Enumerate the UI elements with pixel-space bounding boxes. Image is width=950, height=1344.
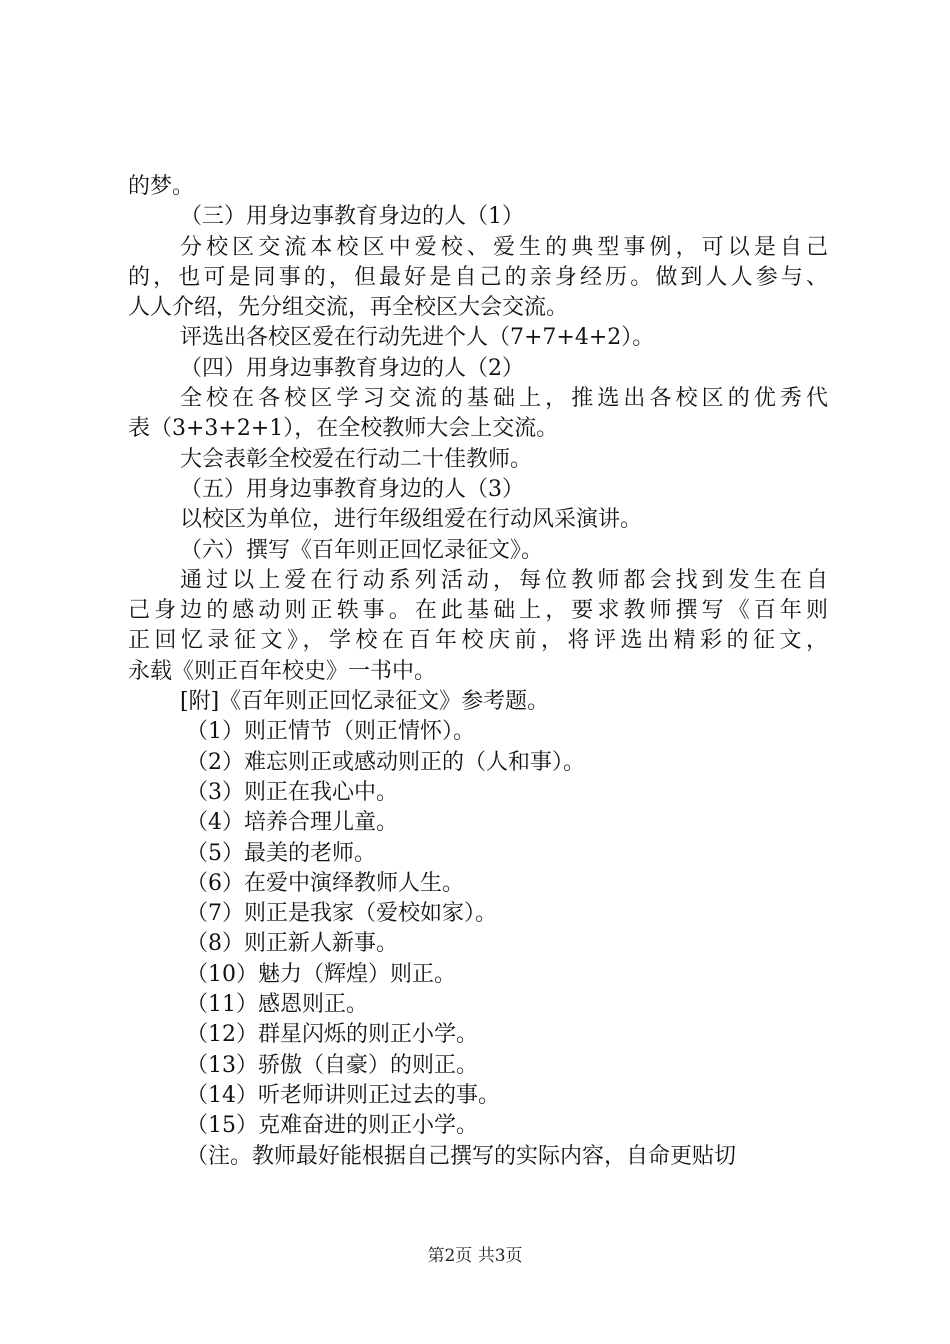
list-item: （15）克难奋进的则正小学。 (186, 1113, 478, 1139)
list-item: （5）最美的老师。 (186, 840, 376, 866)
document-body (128, 172, 828, 1172)
list-item: （4）培养合理儿童。 (186, 810, 398, 836)
section-heading: （五）用身边事教育身边的人（3） (180, 476, 524, 502)
list-item: （6）在爱中演绎教师人生。 (186, 870, 464, 896)
list-item: （3）则正在我心中。 (186, 779, 398, 805)
appendix-heading: [附]《百年则正回忆录征文》参考题。 (180, 689, 550, 715)
list-item: （8）则正新人新事。 (186, 931, 398, 957)
list-item: （1）则正情节（则正情怀）。 (186, 719, 475, 745)
text-line: 的梦。 (128, 174, 195, 199)
text-line: 通过以上爱在行动系列活动，每位教师都会找到发生在自 (180, 567, 828, 593)
list-item: （10）魅力（辉煌）则正。 (186, 961, 456, 987)
text-line: 大会表彰全校爱在行动二十佳教师。 (180, 446, 533, 472)
text-line: 己身边的感动则正轶事。在此基础上，要求教师撰写《百年则 (128, 598, 828, 624)
list-item: （2）难忘则正或感动则正的（人和事）。 (186, 749, 585, 775)
text-line: 表（3+3+2+1），在全校教师大会上交流。 (128, 416, 559, 442)
page-number-footer: 第2页 共3页 (427, 1246, 523, 1266)
section-heading: （三）用身边事教育身边的人（1） (180, 204, 524, 230)
list-item: （14）听老师讲则正过去的事。 (186, 1082, 500, 1108)
text-line: 以校区为单位，进行年级组爱在行动风采演讲。 (180, 507, 643, 533)
note-line: （注。教师最好能根据自己撰写的实际内容，自命更贴切 (186, 1143, 737, 1169)
list-item: （13）骄傲（自豪）的则正。 (186, 1052, 478, 1078)
list-item: （12）群星闪烁的则正小学。 (186, 1022, 478, 1048)
list-item: （11）感恩则正。 (186, 992, 368, 1018)
text-line: 正回忆录征文》，学校在百年校庆前，将评选出精彩的征文， (128, 628, 828, 654)
text-line: 的，也可是同事的，但最好是自己的亲身经历。做到人人参与、 (128, 264, 828, 290)
list-item: （7）则正是我家（爱校如家）。 (186, 901, 497, 927)
text-line: 全校在各校区学习交流的基础上，推选出各校区的优秀代 (180, 386, 828, 412)
text-line: 人人介绍，先分组交流，再全校区大会交流。 (128, 295, 569, 321)
text-line: 永载《则正百年校史》一书中。 (128, 658, 437, 684)
text-line: 分校区交流本校区中爱校、爱生的典型事例，可以是自己 (180, 234, 828, 260)
text-line: 评选出各校区爱在行动先进个人（7+7+4+2）。 (180, 325, 655, 351)
section-heading: （六）撰写《百年则正回忆录征文》。 (180, 537, 544, 563)
section-heading: （四）用身边事教育身边的人（2） (180, 355, 524, 381)
